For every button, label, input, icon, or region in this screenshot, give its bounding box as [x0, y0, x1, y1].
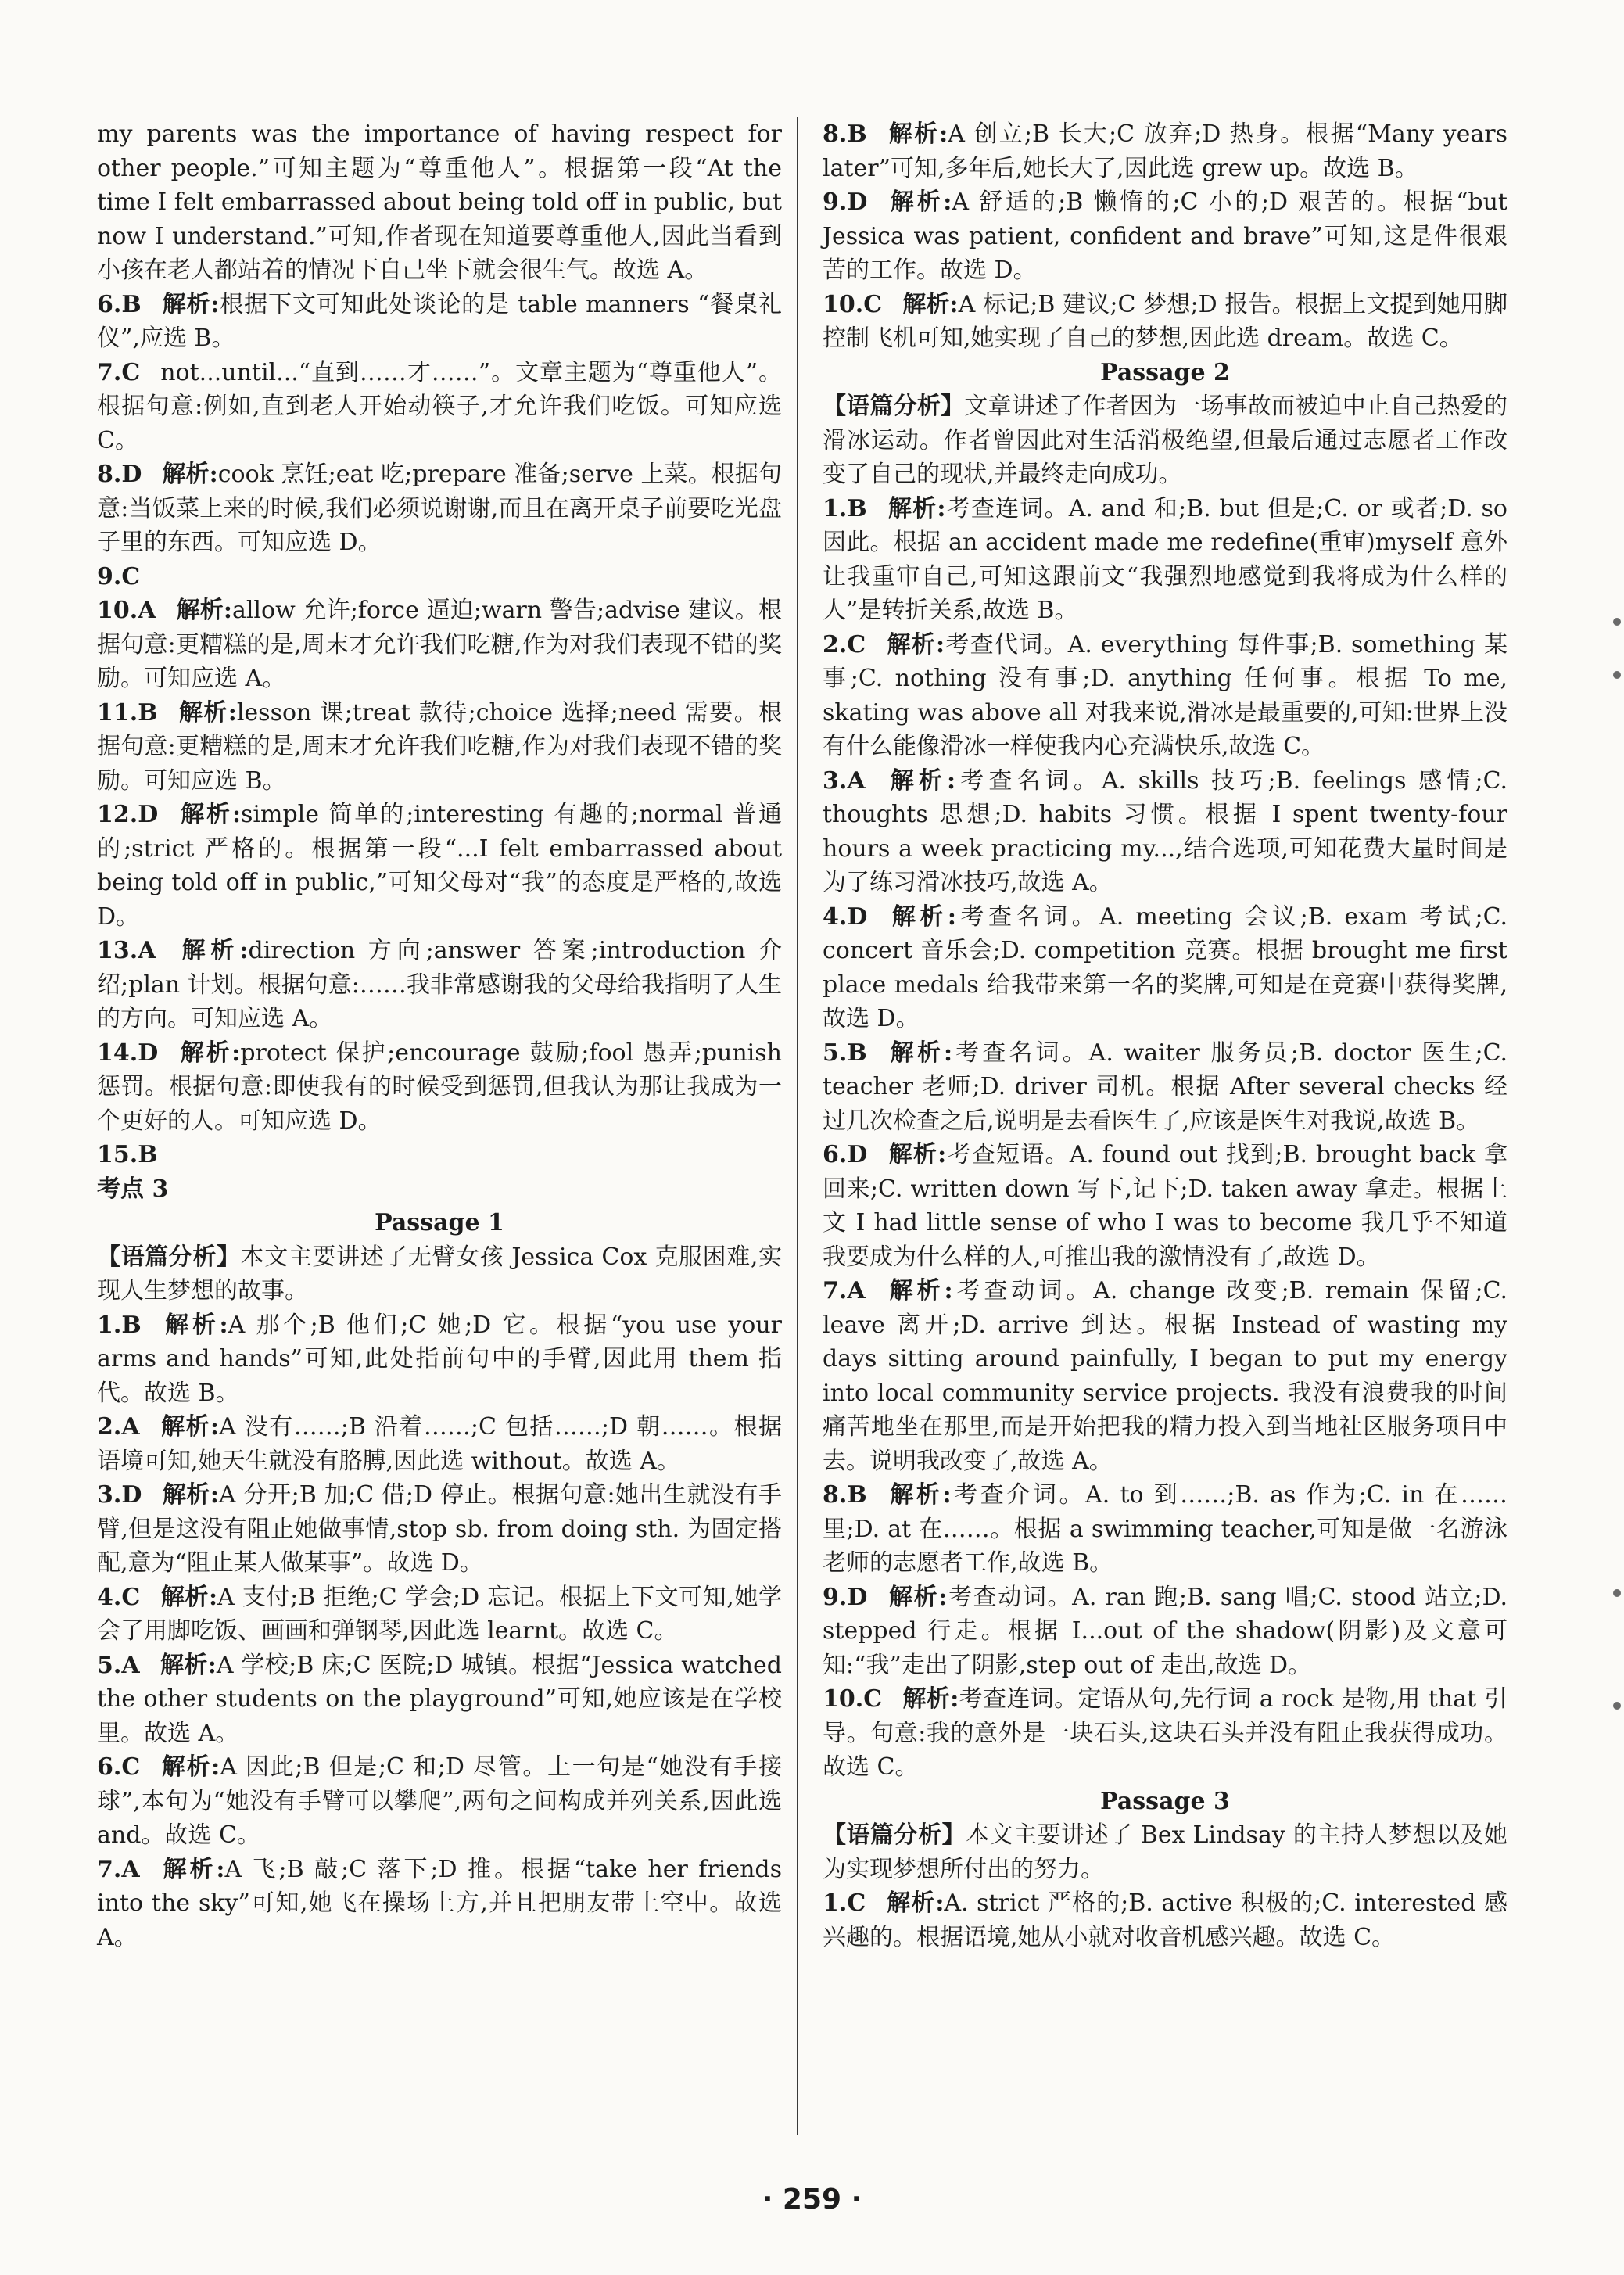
explanation-label: 解析:: [177, 698, 237, 727]
question-number: 4.: [823, 902, 848, 931]
answer-entry: [823, 117, 1507, 185]
answer-entry: [97, 1853, 782, 1955]
answer-letter: B: [847, 1039, 867, 1067]
question-number: 1.: [823, 494, 848, 522]
answer-letter: D: [121, 1481, 142, 1509]
answer-letter: D: [138, 1039, 159, 1067]
answer-entry: [97, 356, 782, 458]
question-number: 11.: [97, 698, 138, 727]
answer-entry: [823, 1274, 1507, 1478]
explanation-text: direction 方向;answer 答案;introduction 介绍;plan 计划。根据句意:……我非常感谢我的父母给我指明了人生的方向。可知应选 A。: [97, 937, 782, 1032]
explanation-text: A 那个;B 他们;C 她;D 它。根据“you use your arms and hands”可知,此处指前句中的手臂,因此用 them 指代。故选 B。: [97, 1311, 782, 1407]
answer-letter: B: [138, 1141, 158, 1168]
answer-letter: A: [121, 1651, 140, 1679]
question-number: 12.: [97, 801, 138, 828]
right-column: [823, 117, 1507, 1954]
question-number: 2.: [97, 1413, 122, 1441]
explanation-label: 解析:: [161, 290, 220, 318]
answer-entry: [97, 1478, 782, 1581]
answer-entry: [823, 1478, 1507, 1581]
explanation-text: 考查连词。A. and 和;B. but 但是;C. or 或者;D. so 因此。根据 an accident made me redefine(重审)myself 意外让我重审自己,可知这跟前文“我强烈地感觉到我将成为什么样的人”是转折关系,故选 B。: [823, 494, 1507, 624]
answer-letter: B: [847, 120, 867, 148]
answer-letter: A: [121, 1855, 140, 1883]
explanation-text: not...until...“直到……才……”。文章主题为“尊重他人”。根据句意:例如,直到老人开始动筷子,才允许我们吃饭。可知应选 C。: [97, 358, 782, 454]
answer-letter: A: [847, 1277, 866, 1304]
answer-letter: D: [138, 801, 159, 828]
answer-letter: A: [121, 1413, 140, 1441]
explanation-text: simple 简单的;interesting 有趣的;normal 普通的;strict 严格的。根据第一段“...I felt embarrassed about being told off in public,”可知父母对“我”的态度是严格的,故选 D。: [97, 801, 782, 931]
analysis-label: 【语篇分析】: [823, 393, 965, 420]
answer-entry: [823, 1886, 1507, 1954]
answer-letter: C: [863, 1685, 883, 1713]
explanation-text: A 分开;B 加;C 借;D 停止。根据句意:她出生就没有手臂,但是这没有阻止她做事情,stop sb. from doing sth. 为固定搭配,意为“阻止某人做某事”。故选 D。: [97, 1481, 783, 1577]
analysis-text: 文章讲述了作者因为一场事故而被迫中止自己热爱的滑冰运动。作者曾因此对生活消极绝望,但最后通过志愿者工作改变了自己的现状,并最终走向成功。: [823, 393, 1508, 488]
passage-heading: Passage 2: [1100, 358, 1230, 386]
question-number: 6.: [823, 1141, 848, 1168]
explanation-text: 根据下文可知此处谈论的是 table manners “餐桌礼仪”,应选 B。: [97, 290, 783, 352]
explanation-label: 解析:: [886, 630, 945, 658]
answer-letter: D: [847, 188, 868, 216]
answer-letter: C: [847, 1889, 866, 1917]
answer-letter: B: [121, 290, 142, 318]
answer-letter: B: [121, 1311, 142, 1339]
question-number: 1.: [823, 1889, 848, 1917]
analysis-text: 本文主要讲述了 Bex Lindsay 的主持人梦想以及她为实现梦想所付出的努力。: [823, 1821, 1508, 1883]
question-number: 14.: [97, 1039, 138, 1067]
section-heading: 考点 3: [97, 1175, 169, 1203]
explanation-text: A 学校;B 床;C 医院;D 城镇。根据“Jessica watched the other students on the playground”可知,她应该是在学校里。故选 A。: [97, 1651, 782, 1747]
explanation-label: 解析:: [886, 1889, 945, 1917]
answer-letter: A: [138, 597, 156, 624]
question-number: 8.: [823, 120, 848, 148]
margin-mark: [1613, 671, 1621, 679]
explanation-label: 解析:: [885, 1277, 953, 1304]
explanation-label: 解析:: [160, 1583, 218, 1611]
margin-mark: [1613, 1589, 1621, 1597]
answer-entry: [823, 1036, 1507, 1139]
answer-letter: A: [138, 937, 156, 964]
question-number: 9.: [823, 1583, 848, 1611]
explanation-text: A 因此;B 但是;C 和;D 尽管。上一句是“她没有手接球”,本句为“她没有手臂可以攀爬”,两句之间构成并列关系,因此选 and。故选 C。: [97, 1753, 782, 1849]
continued-text: my parents was the importance of having respect for other people.”可知主题为“尊重他人”。根据第一段“At the time I felt embarrassed about being told off in public, but now I understand.”可知,作者现在知道要尊重他人,因此当看到小孩在老人都站着的情况下自己坐下就会很生气。故选 A。: [97, 120, 782, 284]
explanation-label: 解析:: [161, 1311, 228, 1339]
page-number: · 259 ·: [762, 2183, 862, 2216]
margin-mark: [1613, 1702, 1621, 1710]
answer-letter: B: [138, 698, 158, 727]
question-number: 4.: [97, 1583, 122, 1611]
answer-entry: [97, 798, 782, 934]
explanation-label: 解析:: [885, 766, 956, 795]
question-number: 1.: [97, 1311, 122, 1339]
answer-entry: [97, 560, 782, 594]
explanation-text: A 标记;B 建议;C 梦想;D 报告。根据上文提到她用脚控制飞机可知,她实现了自己的梦想,因此选 dream。故选 C。: [823, 290, 1507, 352]
answer-entry: [823, 628, 1507, 764]
explanation-label: 解析:: [887, 494, 946, 522]
answer-entry: [97, 1750, 782, 1853]
answer-entry: [97, 458, 782, 560]
question-number: 3.: [97, 1481, 122, 1509]
question-number: 15.: [97, 1141, 138, 1168]
explanation-label: 解析:: [887, 188, 952, 216]
answer-letter: D: [847, 902, 868, 931]
explanation-label: 解析:: [887, 902, 956, 931]
answer-letter: D: [847, 1583, 868, 1611]
answer-letter: C: [121, 358, 141, 386]
passage-heading: Passage 1: [375, 1209, 504, 1236]
explanation-text: cook 烹饪;eat 吃;prepare 准备;serve 上菜。根据句意:当饭菜上来的时候,我们必须说谢谢,而且在离开桌子前要吃光盘子里的东西。可知应选 D。: [97, 461, 782, 556]
answer-entry: [97, 1410, 782, 1478]
explanation-label: 解析:: [178, 1039, 241, 1067]
question-number: 9.: [97, 562, 122, 590]
answer-entry: [823, 1581, 1507, 1683]
answer-entry: [823, 288, 1507, 356]
explanation-label: 解析:: [887, 1141, 947, 1168]
answer-letter: B: [847, 1481, 867, 1509]
explanation-text: A 没有……;B 沿着……;C 包括……;D 朝……。根据语境可知,她天生就没有胳膊,因此选 without。故选 A。: [97, 1413, 783, 1475]
question-number: 6.: [97, 1753, 122, 1781]
explanation-text: 考查连词。定语从句,先行词 a rock 是物,用 that 引导。句意:我的意外是一块石头,这块石头并没有阻止我获得成功。故选 C。: [823, 1685, 1507, 1781]
answer-letter: C: [121, 562, 141, 590]
question-number: 13.: [97, 937, 138, 964]
question-number: 7.: [823, 1277, 848, 1304]
margin-mark: [1613, 618, 1621, 626]
answer-entry: [97, 1649, 782, 1751]
answer-letter: A: [847, 766, 866, 795]
answer-entry: [97, 1308, 782, 1411]
analysis-label: 【语篇分析】: [823, 1821, 966, 1849]
left-column: [97, 117, 782, 1954]
explanation-text: A 创立;B 长大;C 放弃;D 热身。根据“Many years later”可知,多年后,她长大了,因此选 grew up。故选 B。: [823, 120, 1507, 182]
explanation-label: 解析:: [160, 1855, 225, 1883]
explanation-text: 考查名词。A. waiter 服务员;B. doctor 医生;C. teacher 老师;D. driver 司机。根据 After several checks 经过几次检查之后,说明是去看医生了,应该是医生对我说,故选 B。: [823, 1039, 1507, 1135]
explanation-label: 解析:: [902, 290, 959, 318]
passage-heading: Passage 3: [1100, 1787, 1230, 1815]
explanation-text: A 飞;B 敲;C 落下;D 推。根据“take her friends into the sky”可知,她飞在操场上方,并且把朋友带上空中。故选 A。: [97, 1855, 782, 1951]
answer-letter: D: [121, 461, 142, 488]
answer-letter: C: [121, 1583, 141, 1611]
answer-letter: B: [847, 494, 867, 522]
explanation-text: 考查短语。A. found out 找到;B. brought back 拿回来;C. written down 写下,记下;D. taken away 拿走。根据上文 I had little sense of who I was to become 我几乎不知道我要成为什么样的人,可推出我的激情没有了,故选 D。: [823, 1141, 1507, 1271]
question-number: 7.: [97, 1855, 122, 1883]
question-number: 10.: [823, 290, 864, 318]
explanation-label: 解析:: [160, 1753, 220, 1781]
answer-letter: D: [847, 1141, 868, 1168]
answer-entry: [97, 1138, 782, 1172]
explanation-label: 解析:: [162, 461, 218, 488]
analysis-text: 本文主要讲述了无臂女孩 Jessica Cox 克服困难,实现人生梦想的故事。: [97, 1243, 783, 1304]
explanation-label: 解析:: [887, 1039, 953, 1067]
question-number: 9.: [823, 188, 848, 216]
explanation-text: 考查名词。A. skills 技巧;B. feelings 感情;C. thoughts 思想;D. habits 习惯。根据 I spent twenty-four hours a week practicing my...,结合选项,可知花费大量时间是为了练习滑冰技巧,故选 A。: [823, 766, 1507, 896]
explanation-text: 考查名词。A. meeting 会议;B. exam 考试;C. concert 音乐会;D. competition 竞赛。根据 brought me first place medals 给我带来第一名的奖牌,可知是在竞赛中获得奖牌,故选 D。: [823, 902, 1507, 1032]
explanation-text: allow 允许;force 逼迫;warn 警告;advise 建议。根据句意:更糟糕的是,周末才允许我们吃糖,作为对我们表现不错的奖励。可知应选 A。: [97, 597, 782, 692]
question-number: 5.: [97, 1651, 122, 1679]
column-divider: [797, 117, 798, 2135]
explanation-label: 解析:: [176, 597, 232, 624]
answer-letter: C: [863, 290, 883, 318]
explanation-label: 解析:: [160, 1413, 220, 1441]
question-number: 7.: [97, 358, 122, 386]
explanation-label: 解析:: [902, 1685, 959, 1713]
explanation-text: protect 保护;encourage 鼓励;fool 愚弄;punish 惩罚。根据句意:即使我有的时候受到惩罚,但我认为那让我成为一个更好的人。可知应选 D。: [97, 1039, 782, 1135]
question-number: 6.: [97, 290, 122, 318]
answer-entry: [823, 1682, 1507, 1785]
explanation-text: A. strict 严格的;B. active 积极的;C. interested 感兴趣的。根据语境,她从小就对收音机感兴趣。故选 C。: [823, 1889, 1507, 1951]
answer-entry: [823, 764, 1507, 900]
explanation-label: 解析:: [887, 120, 948, 148]
explanation-label: 解析:: [176, 937, 249, 964]
explanation-text: 考查代词。A. everything 每件事;B. something 某事;C. nothing 没有事;D. anything 任何事。根据 To me, skating was above all 对我来说,滑冰是最重要的,可知:世界上没有什么能像滑冰一样使我内心充满快乐,故选 C。: [823, 630, 1507, 760]
answer-entry: [823, 185, 1507, 288]
answer-entry: [97, 288, 782, 356]
explanation-label: 解析:: [178, 801, 242, 828]
answer-entry: [97, 696, 782, 798]
answer-letter: C: [121, 1753, 141, 1781]
answer-entry: [823, 492, 1507, 628]
analysis-label: 【语篇分析】: [97, 1243, 241, 1271]
answer-letter: C: [847, 630, 866, 658]
explanation-label: 解析:: [160, 1651, 217, 1679]
question-number: 5.: [823, 1039, 848, 1067]
question-number: 8.: [823, 1481, 848, 1509]
explanation-text: 考查动词。A. change 改变;B. remain 保留;C. leave 离开;D. arrive 到达。根据 Instead of wasting my days sitting around painfully, I began to put my energy into local community service projects. 我没有浪费我的时间痛苦地坐在那里,而是开始把我的精力投入到当地社区服务项目中去。说明我改变了,故选 A。: [823, 1277, 1507, 1475]
explanation-text: A 支付;B 拒绝;C 学会;D 忘记。根据上下文可知,她学会了用脚吃饭、画画和弹钢琴,因此选 learnt。故选 C。: [97, 1583, 782, 1645]
explanation-label: 解析:: [887, 1481, 952, 1509]
explanation-text: A 舒适的;B 懒惰的;C 小的;D 艰苦的。根据“but Jessica was patient, confident and brave”可知,这是件很艰苦的工作。故选 D。: [823, 188, 1507, 284]
passage-analysis: [97, 1240, 782, 1308]
question-number: 10.: [823, 1685, 864, 1713]
question-number: 8.: [97, 461, 122, 488]
answer-entry: [823, 1138, 1507, 1274]
explanation-label: 解析:: [162, 1481, 219, 1509]
explanation-text: lesson 课;treat 款待;choice 选择;need 需要。根据句意:更糟糕的是,周末才允许我们吃糖,作为对我们表现不错的奖励。可知应选 B。: [97, 698, 783, 795]
explanation-label: 解析:: [887, 1583, 948, 1611]
answer-entry: [823, 900, 1507, 1036]
passage-analysis: [823, 1818, 1507, 1886]
answer-entry: [97, 594, 782, 696]
question-number: 10.: [97, 597, 138, 624]
explanation-text: 考查介词。A. to 到……;B. as 作为;C. in 在……里;D. at 在……。根据 a swimming teacher,可知是做一名游泳老师的志愿者工作,故选 B。: [823, 1481, 1507, 1577]
question-number: 2.: [823, 630, 848, 658]
question-number: 3.: [823, 766, 848, 795]
explanation-text: 考查动词。A. ran 跑;B. sang 唱;C. stood 站立;D. stepped 行走。根据 I...out of the shadow(阴影)及文意可知:“我”走出了阴影,step out of 走出,故选 D。: [823, 1583, 1507, 1679]
passage-analysis: [823, 389, 1507, 492]
answer-entry: [97, 1581, 782, 1649]
answer-entry: [97, 1036, 782, 1139]
answer-entry: [97, 934, 782, 1036]
